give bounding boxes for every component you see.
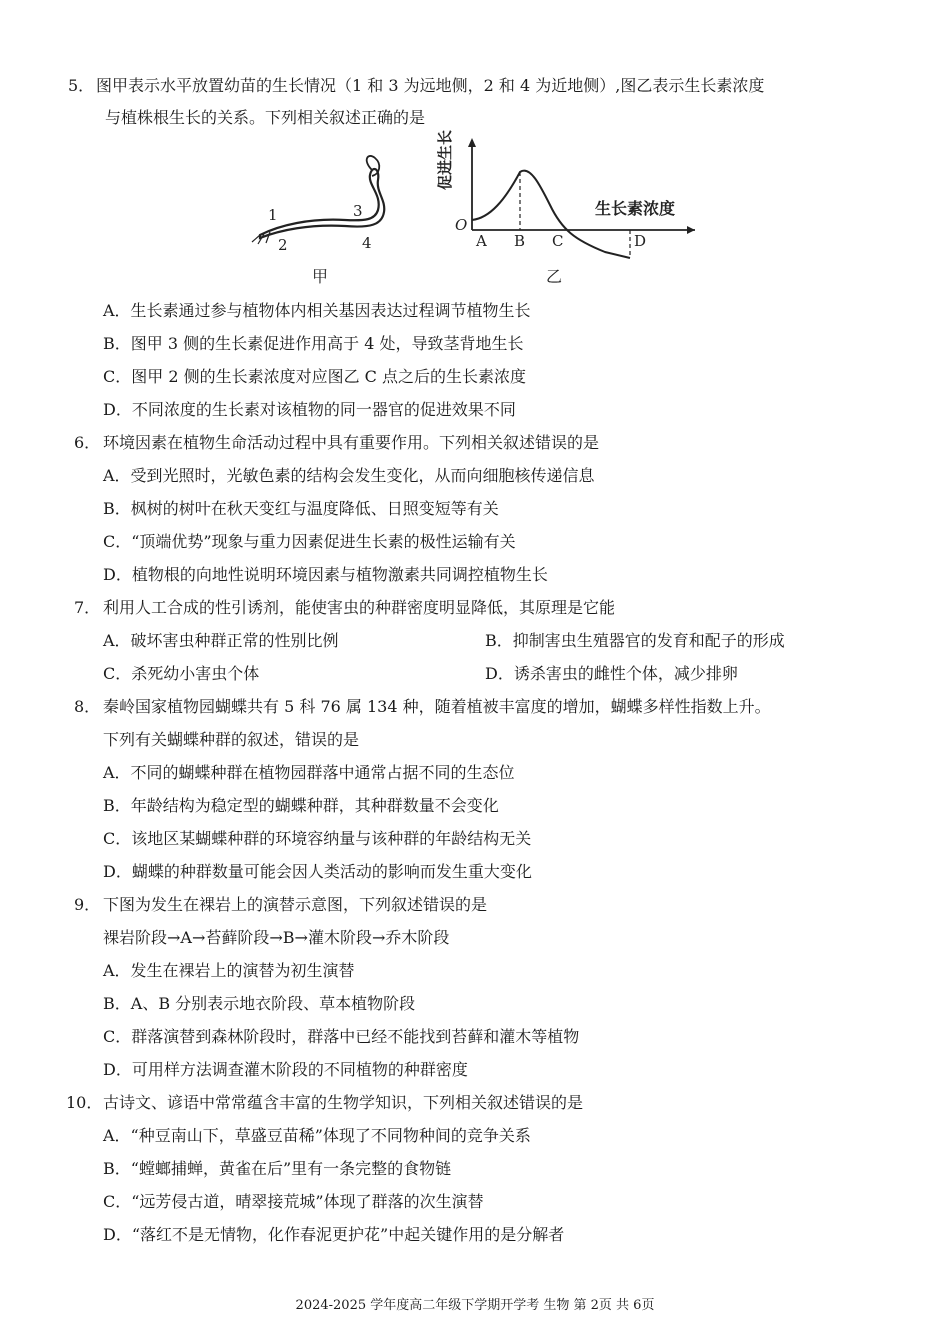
q8-option-b: B．年龄结构为稳定型的蝴蝶种群，其种群数量不会变化 <box>103 796 499 815</box>
q10-option-d: D．“落红不是无情物，化作春泥更护花”中起关键作用的是分解者 <box>103 1225 565 1244</box>
label-yi: 乙 <box>546 267 563 286</box>
q5-number: 5． <box>68 76 95 95</box>
label-point-2: 2 <box>278 236 288 254</box>
page-footer: 2024-2025 学年度高二年级下学期开学考 生物 第 2页 共 6页 <box>295 1298 655 1313</box>
q10-number: 10． <box>66 1093 103 1112</box>
point-c-label: C <box>552 232 564 250</box>
q5-option-b: B．图甲 3 侧的生长素促进作用高于 4 处，导致茎背地生长 <box>103 334 524 353</box>
q5-stem-line2: 与植株根生长的关系。下列相关叙述正确的是 <box>105 108 426 127</box>
q5-option-d: D．不同浓度的生长素对该植物的同一器官的促进效果不同 <box>103 400 516 419</box>
q5-stem-line1: 图甲表示水平放置幼苗的生长情况（1 和 3 为远地侧，2 和 4 为近地侧）,图乙表示生长素浓度 <box>96 76 765 95</box>
q9-stem: 下图为发生在裸岩上的演替示意图，下列叙述错误的是 <box>103 895 488 914</box>
seedling-outline <box>260 169 384 238</box>
y-axis-arrow <box>468 138 476 147</box>
q6-option-a: A．受到光照时，光敏色素的结构会发生变化，从而向细胞核传递信息 <box>103 466 595 485</box>
seedling-diagram-jia <box>252 156 384 286</box>
point-d-label: D <box>634 232 647 250</box>
point-b-label: B <box>514 232 526 250</box>
q8-number: 8． <box>74 697 101 716</box>
q6-number: 6． <box>74 433 101 452</box>
label-point-1: 1 <box>268 206 278 224</box>
y-axis-label: 促进生长 <box>436 130 454 190</box>
q10-stem: 古诗文、谚语中常常蕴含丰富的生物学知识，下列相关叙述错误的是 <box>103 1093 584 1112</box>
q5-figure <box>250 130 700 290</box>
q7-option-c: C．杀死幼小害虫个体 <box>103 664 260 683</box>
q5-figure-svg <box>250 130 700 290</box>
point-a-label: A <box>476 232 487 250</box>
x-axis-arrow <box>687 226 695 234</box>
q7-option-a: A．破坏害虫种群正常的性别比例 <box>103 631 339 650</box>
q8-stem-line2: 下列有关蝴蝶种群的叙述，错误的是 <box>103 730 360 749</box>
q7-stem: 利用人工合成的性引诱剂，能使害虫的种群密度明显降低，其原理是它能 <box>103 598 616 617</box>
q9-option-b: B．A、B 分别表示地衣阶段、草本植物阶段 <box>103 994 416 1013</box>
q6-option-c: C．“顶端优势”现象与重力因素促进生长素的极性运输有关 <box>103 532 516 551</box>
q8-option-a: A．不同的蝴蝶种群在植物园群落中通常占据不同的生态位 <box>103 763 515 782</box>
q9-sequence: 裸岩阶段→A→苔藓阶段→B→灌木阶段→乔木阶段 <box>103 928 450 947</box>
q7-option-b: B．抑制害虫生殖器官的发育和配子的形成 <box>485 631 785 650</box>
growth-graph-yi <box>436 130 695 286</box>
q10-option-c: C．“远芳侵古道，晴翠接荒城”体现了群落的次生演替 <box>103 1192 484 1211</box>
q10-option-b: B．“螳螂捕蝉，黄雀在后”里有一条完整的食物链 <box>103 1159 452 1178</box>
x-axis-label: 生长素浓度 <box>595 199 676 218</box>
q5-option-c: C．图甲 2 侧的生长素浓度对应图乙 C 点之后的生长素浓度 <box>103 367 527 386</box>
q6-stem: 环境因素在植物生命活动过程中具有重要作用。下列相关叙述错误的是 <box>103 433 600 452</box>
q10-option-a: A．“种豆南山下，草盛豆苗稀”体现了不同物种间的竞争关系 <box>103 1126 531 1145</box>
seedling-leaf <box>367 156 380 176</box>
q8-option-c: C．该地区某蝴蝶种群的环境容纳量与该种群的年龄结构无关 <box>103 829 532 848</box>
origin-label: O <box>455 216 468 234</box>
q9-option-d: D．可用样方法调查灌木阶段的不同植物的种群密度 <box>103 1060 468 1079</box>
label-point-4: 4 <box>362 234 372 252</box>
q8-option-d: D．蝴蝶的种群数量可能会因人类活动的影响而发生重大变化 <box>103 862 532 881</box>
q8-stem-line1: 秦岭国家植物园蝴蝶共有 5 科 76 属 134 种，随着植被丰富度的增加，蝴蝶多样性指数上升。 <box>103 697 771 716</box>
q9-number: 9． <box>74 895 101 914</box>
q6-option-b: B．枫树的树叶在秋天变红与温度降低、日照变短等有关 <box>103 499 499 518</box>
q7-option-d: D．诱杀害虫的雌性个体，减少排卵 <box>485 664 738 683</box>
q7-number: 7． <box>74 598 101 617</box>
q9-option-a: A．发生在裸岩上的演替为初生演替 <box>103 961 355 980</box>
q6-option-d: D．植物根的向地性说明环境因素与植物激素共同调控植物生长 <box>103 565 548 584</box>
q5-option-a: A．生长素通过参与植物体内相关基因表达过程调节植物生长 <box>103 301 531 320</box>
label-jia: 甲 <box>312 267 329 286</box>
label-point-3: 3 <box>353 202 363 220</box>
q9-option-c: C．群落演替到森林阶段时，群落中已经不能找到苔藓和灌木等植物 <box>103 1027 580 1046</box>
